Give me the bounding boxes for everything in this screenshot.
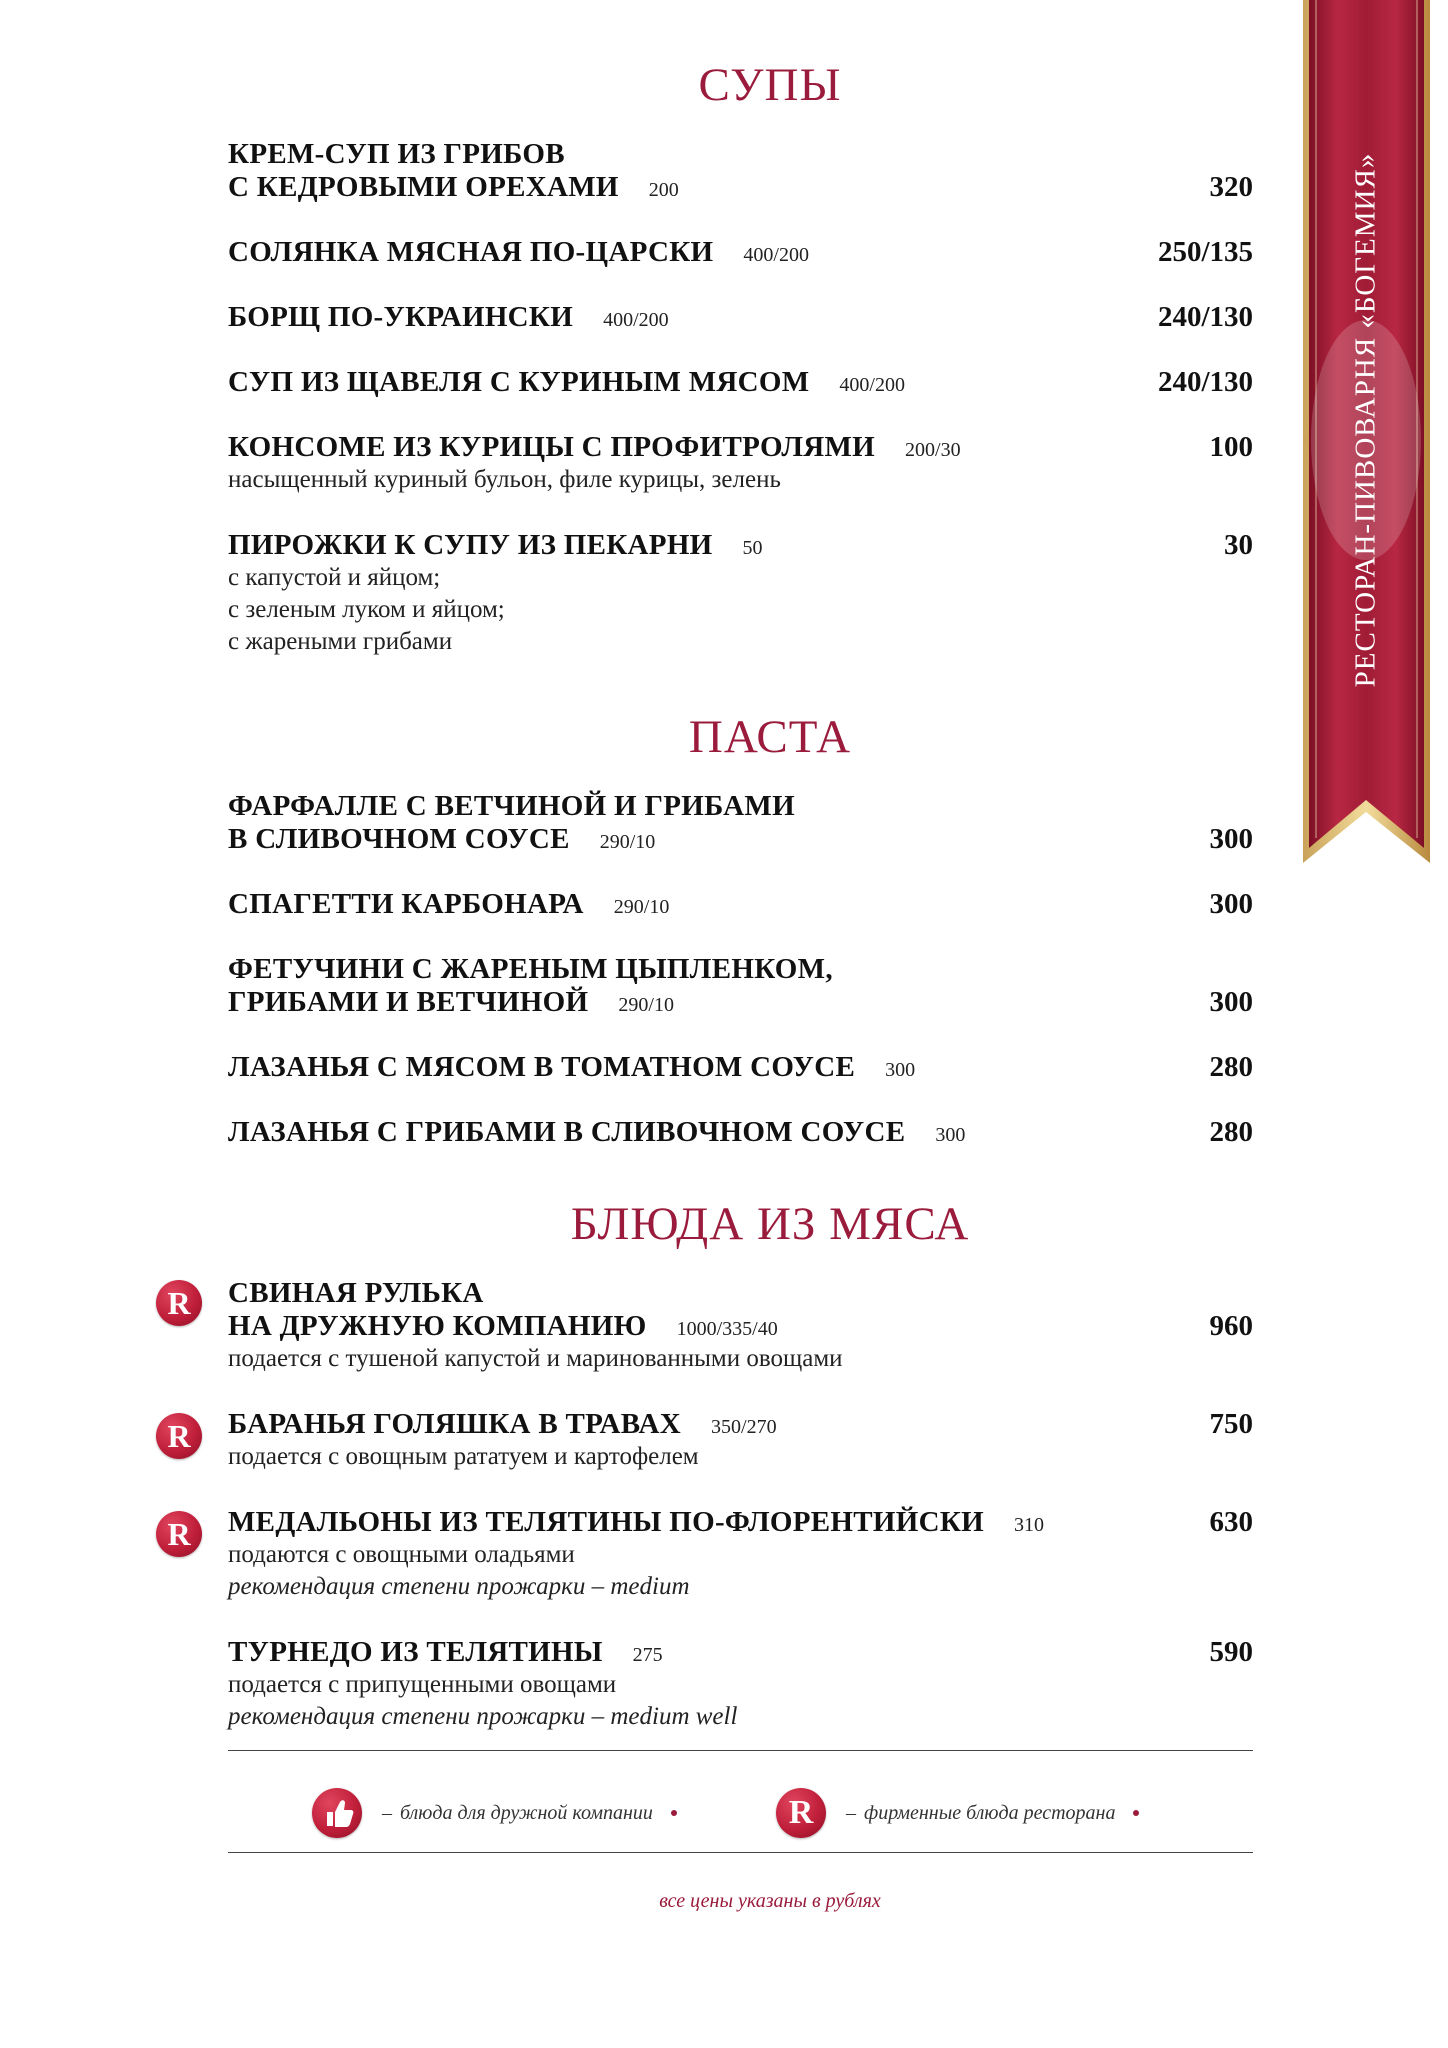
menu-item <box>228 1636 1253 1733</box>
menu-item <box>228 1116 1253 1149</box>
item-weight: 50 <box>742 537 763 559</box>
item-weight: 200/30 <box>905 439 961 461</box>
divider <box>228 1852 1253 1853</box>
menu-item <box>228 1051 1253 1084</box>
item-price: 630 <box>1209 1506 1253 1538</box>
item-name: КОНСОМЕ ИЗ КУРИЦЫ С ПРОФИТРОЛЯМИ <box>228 431 876 463</box>
item-weight: 310 <box>1014 1514 1045 1536</box>
section-title-pasta: ПАСТА <box>688 711 852 763</box>
section-title-meat: БЛЮДА ИЗ МЯСА <box>570 1198 970 1250</box>
menu-item <box>228 138 1253 204</box>
item-weight: 200 <box>648 179 679 201</box>
signature-badge-icon: R <box>156 1511 202 1557</box>
section-title-soups: СУПЫ <box>698 59 842 111</box>
menu-item <box>228 366 1253 399</box>
item-weight: 350/270 <box>711 1416 777 1438</box>
menu-item <box>228 1506 1253 1603</box>
item-price: 250/135 <box>1157 236 1253 268</box>
item-price: 100 <box>1209 431 1253 463</box>
item-name: СПАГЕТТИ КАРБОНАРА <box>228 888 584 920</box>
item-price: 300 <box>1209 823 1253 855</box>
item-weight: 290/10 <box>618 994 674 1016</box>
menu-item <box>228 529 1253 658</box>
item-name: ГРИБАМИ И ВЕТЧИНОЙ <box>228 986 589 1018</box>
item-price: 960 <box>1209 1310 1253 1342</box>
signature-badge-icon: R <box>776 1788 826 1838</box>
item-name: СОЛЯНКА МЯСНАЯ ПО-ЦАРСКИ <box>228 236 714 268</box>
item-name: СУП ИЗ ЩАВЕЛЯ С КУРИНЫМ МЯСОМ <box>228 366 810 398</box>
item-weight: 400/200 <box>743 244 809 266</box>
item-name: БОРЩ ПО-УКРАИНСКИ <box>228 301 574 333</box>
item-weight: 290/10 <box>613 896 670 918</box>
item-price: 300 <box>1209 888 1253 920</box>
item-description: подаются с овощными оладьями <box>228 1541 575 1568</box>
item-description: подается с припущенными овощами <box>228 1671 617 1698</box>
item-description-italic: рекомендация степени прожарки – medium <box>228 1573 690 1600</box>
item-name: С КЕДРОВЫМИ ОРЕХАМИ <box>228 171 619 203</box>
item-name: БАРАНЬЯ ГОЛЯШКА В ТРАВАХ <box>228 1408 682 1440</box>
item-price: 30 <box>1224 529 1253 561</box>
item-name: ФЕТУЧИНИ С ЖАРЕНЫМ ЦЫПЛЕНКОМ, <box>228 953 833 985</box>
legend-signature-text: – фирменные блюда ресторана <box>846 1801 1116 1824</box>
item-weight: 400/200 <box>603 309 669 331</box>
divider <box>228 1750 1253 1751</box>
item-description: подается с овощным рататуем и картофелем <box>228 1443 699 1470</box>
item-price: 240/130 <box>1157 301 1253 333</box>
menu-item <box>228 953 1253 1019</box>
item-price: 750 <box>1209 1408 1253 1440</box>
item-weight: 300 <box>935 1124 966 1146</box>
menu-item <box>228 1277 1253 1375</box>
item-description: с жареными грибами <box>228 628 453 655</box>
item-price: 280 <box>1209 1116 1253 1148</box>
item-price: 280 <box>1209 1051 1253 1083</box>
item-description: с капустой и яйцом; <box>228 564 441 591</box>
item-name: МЕДАЛЬОНЫ ИЗ ТЕЛЯТИНЫ ПО-ФЛОРЕНТИЙСКИ <box>228 1506 985 1538</box>
item-price: 300 <box>1209 986 1253 1018</box>
menu-item <box>228 236 1253 269</box>
signature-badge-icon: R <box>156 1413 202 1459</box>
item-weight: 275 <box>632 1644 663 1666</box>
item-weight: 1000/335/40 <box>676 1318 778 1340</box>
legend-group <box>312 1785 677 1841</box>
item-weight: 400/200 <box>839 374 905 396</box>
item-price: 240/130 <box>1157 366 1253 398</box>
item-description-italic: рекомендация степени прожарки – medium well <box>228 1703 738 1730</box>
legend-signature <box>776 1785 1139 1841</box>
item-name: ЛАЗАНЬЯ С ГРИБАМИ В СЛИВОЧНОМ СОУСЕ <box>228 1116 906 1148</box>
item-description: с зеленым луком и яйцом; <box>228 596 505 623</box>
item-weight: 300 <box>885 1059 916 1081</box>
legend-dot <box>671 1810 677 1816</box>
menu-item <box>228 790 1253 856</box>
menu-item <box>228 431 1253 496</box>
item-description: подается с тушеной капустой и маринованными овощами <box>228 1345 843 1372</box>
item-weight: 290/10 <box>599 831 656 853</box>
item-name: ТУРНЕДО ИЗ ТЕЛЯТИНЫ <box>228 1636 603 1668</box>
item-name: КРЕМ-СУП ИЗ ГРИБОВ <box>228 138 565 170</box>
item-price: 320 <box>1209 171 1253 203</box>
signature-badge-icon: R <box>156 1280 202 1326</box>
menu-item <box>228 888 1253 921</box>
item-description: насыщенный куриный бульон, филе курицы, зелень <box>228 466 781 493</box>
legend-dot <box>1133 1810 1139 1816</box>
item-name: НА ДРУЖНУЮ КОМПАНИЮ <box>228 1310 647 1342</box>
item-name: СВИНАЯ РУЛЬКА <box>228 1277 484 1309</box>
menu-item <box>228 1408 1253 1473</box>
prices-note: все цены указаны в рублях <box>659 1890 881 1912</box>
menu-item <box>228 301 1253 334</box>
item-name: ЛАЗАНЬЯ С МЯСОМ В ТОМАТНОМ СОУСЕ <box>228 1051 856 1083</box>
thumbs-up-icon <box>312 1788 362 1838</box>
ribbon-title: РЕСТОРАН-ПИВОВАРНЯ «БОГЕМИЯ» <box>1349 152 1382 688</box>
legend-group-text: – блюда для дружной компании <box>382 1801 653 1824</box>
item-name: ФАРФАЛЛЕ С ВЕТЧИНОЙ И ГРИБАМИ <box>228 790 795 822</box>
item-price: 590 <box>1209 1636 1253 1668</box>
item-name: ПИРОЖКИ К СУПУ ИЗ ПЕКАРНИ <box>228 529 713 561</box>
item-name: В СЛИВОЧНОМ СОУСЕ <box>228 823 570 855</box>
